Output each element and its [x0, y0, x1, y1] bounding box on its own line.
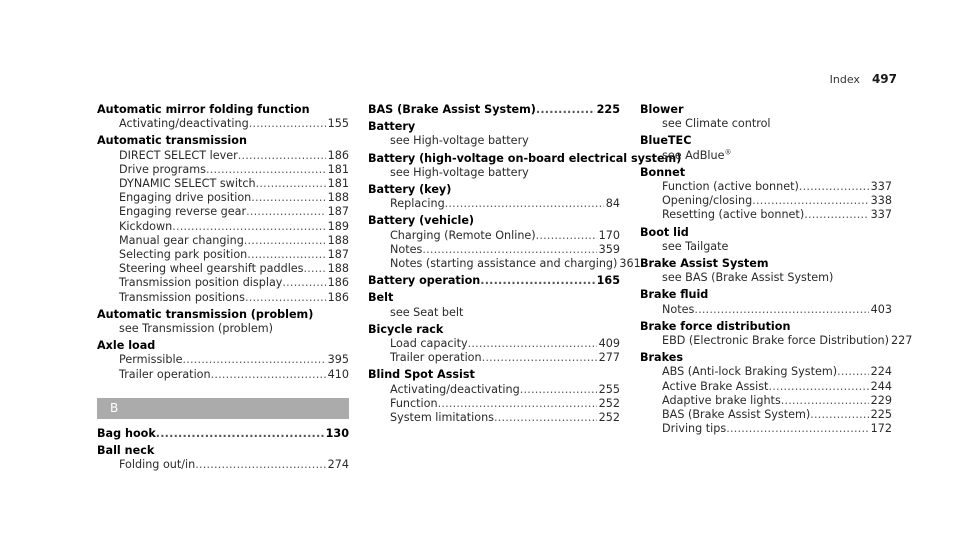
page-ref: 225 — [870, 408, 892, 422]
index-subentry[interactable] — [368, 134, 620, 148]
entry-text: Resetting (active bonnet) — [662, 208, 805, 222]
entry-text: Trailer operation — [119, 367, 211, 381]
entry-text: Transmission positions — [119, 290, 245, 304]
index-subentry[interactable] — [640, 394, 892, 408]
leader-dots — [195, 458, 325, 472]
leader-dots — [249, 117, 326, 131]
leader-dots — [799, 180, 869, 194]
entry-text: Automatic transmission (problem) — [97, 307, 314, 321]
leader-dots — [781, 394, 869, 408]
page-ref: 188 — [327, 191, 349, 205]
index-subentry[interactable] — [368, 306, 620, 320]
entry-text: Charging (Remote Online) — [390, 228, 536, 242]
leader-dots — [468, 337, 597, 351]
index-heading[interactable] — [640, 288, 892, 302]
leader-dots — [282, 276, 325, 290]
index-subentry[interactable] — [640, 303, 892, 317]
leader-dots — [536, 103, 595, 117]
entry-text: see High-voltage battery — [390, 134, 529, 148]
entry-text: Boot lid — [640, 225, 689, 239]
entry-text: see High-voltage battery — [390, 165, 529, 179]
index-heading[interactable] — [97, 308, 349, 322]
index-subentry[interactable] — [368, 229, 620, 243]
entry-text: Battery — [368, 120, 416, 134]
entry-text: see AdBlue® — [662, 147, 732, 162]
entry-text: Active Brake Assist — [662, 379, 769, 393]
entry-text: EBD (Electronic Brake force Distribution) — [662, 334, 889, 348]
page-ref: 274 — [327, 458, 349, 472]
entry-text: BlueTEC — [640, 134, 692, 148]
entry-text: Brake force distribution — [640, 319, 791, 333]
index-heading[interactable] — [368, 120, 620, 134]
index-subentry[interactable] — [368, 243, 620, 257]
entry-text: Function (active bonnet) — [662, 180, 799, 194]
index-entry — [368, 274, 620, 288]
page-ref: 337 — [870, 208, 892, 222]
page-ref: 224 — [870, 365, 892, 379]
index-subentry[interactable] — [368, 351, 620, 365]
entry-text: Manual gear changing — [119, 233, 244, 247]
index-column-1 — [97, 103, 349, 475]
index-subentry[interactable] — [640, 180, 892, 194]
index-subentry[interactable] — [97, 117, 349, 131]
entry-text: Permissible — [119, 353, 183, 367]
index-heading[interactable] — [640, 166, 892, 180]
index-entry — [368, 214, 641, 271]
entry-text: see Seat belt — [390, 305, 464, 319]
index-heading[interactable] — [368, 183, 620, 197]
page-ref: 252 — [598, 396, 620, 410]
index-subentry[interactable] — [640, 408, 892, 422]
entry-text: Brake Assist System — [640, 257, 769, 271]
superscript-mark: ® — [724, 147, 732, 156]
index-subentry[interactable] — [368, 257, 641, 271]
index-subentry[interactable] — [97, 322, 349, 336]
leader-dots — [183, 353, 326, 367]
leader-dots — [247, 248, 325, 262]
index-entry — [97, 427, 349, 441]
entry-text: DIRECT SELECT lever — [119, 148, 238, 162]
page-ref: 186 — [327, 290, 349, 304]
index-heading[interactable] — [368, 291, 620, 305]
entry-text: Engaging reverse gear — [119, 205, 247, 219]
index-entry — [97, 134, 349, 304]
index-subentry[interactable] — [97, 291, 349, 305]
index-entry — [368, 183, 620, 211]
leader-dots — [438, 397, 597, 411]
page-ref: 252 — [598, 411, 620, 425]
index-heading[interactable] — [640, 103, 892, 117]
index-entry — [640, 288, 892, 316]
leader-dots — [804, 208, 868, 222]
entry-text: Function — [390, 396, 438, 410]
leader-dots — [752, 194, 868, 208]
leader-dots — [810, 408, 868, 422]
index-heading[interactable] — [368, 274, 620, 288]
index-heading[interactable] — [97, 134, 349, 148]
leader-dots — [520, 383, 597, 397]
index-subentry[interactable] — [97, 205, 349, 219]
page-ref: 229 — [870, 393, 892, 407]
index-subentry[interactable] — [640, 117, 892, 131]
index-subentry[interactable] — [368, 337, 620, 351]
index-heading[interactable] — [368, 323, 620, 337]
leader-dots — [480, 274, 594, 288]
index-entry — [368, 323, 620, 366]
entry-text: see Climate control — [662, 117, 771, 131]
entry-text: Activating/deactivating — [390, 382, 520, 396]
entry-text: Bonnet — [640, 165, 686, 179]
index-heading[interactable] — [97, 427, 349, 441]
index-heading[interactable] — [97, 103, 349, 117]
entry-text: Load capacity — [390, 337, 468, 351]
entry-text: Driving tips — [662, 422, 727, 436]
page-ref: 188 — [327, 233, 349, 247]
page-ref: 170 — [598, 228, 620, 242]
page-ref: 181 — [327, 177, 349, 191]
leader-dots — [211, 368, 326, 382]
index-entry — [640, 226, 892, 254]
entry-text: Engaging drive position — [119, 191, 252, 205]
index-entry — [640, 134, 892, 162]
leader-dots — [251, 191, 325, 205]
entry-text: Adaptive brake lights — [662, 393, 781, 407]
entry-text: ABS (Anti-lock Braking System) — [662, 365, 838, 379]
leader-dots — [304, 262, 326, 276]
page-number: 497 — [871, 72, 897, 86]
index-subentry[interactable] — [640, 271, 892, 285]
entry-text: Blower — [640, 103, 684, 116]
leader-dots — [837, 365, 869, 379]
leader-dots — [768, 380, 868, 394]
page-ref: 338 — [870, 194, 892, 208]
entry-text: Notes (starting assistance and charging) — [390, 257, 618, 271]
index-heading[interactable] — [368, 103, 620, 117]
entry-text: Replacing — [390, 197, 445, 211]
entry-text: Folding out/in — [119, 458, 196, 472]
index-subentry[interactable] — [97, 368, 349, 382]
page-ref: 189 — [327, 219, 349, 233]
entry-text: Activating/deactivating — [119, 117, 249, 131]
entry-text: Trailer operation — [390, 351, 482, 365]
page-ref: 403 — [870, 302, 892, 316]
entry-text: Drive programs — [119, 162, 206, 176]
leader-dots — [726, 422, 868, 436]
entry-text: Automatic mirror folding function — [97, 103, 310, 116]
leader-dots — [694, 303, 868, 317]
leader-dots — [494, 411, 597, 425]
entry-text: DYNAMIC SELECT switch — [119, 177, 256, 191]
leader-dots — [536, 229, 597, 243]
entry-text: Bicycle rack — [368, 322, 444, 336]
entry-text: BAS (Brake Assist System) — [368, 103, 536, 116]
page-ref: 186 — [327, 148, 349, 162]
index-heading[interactable] — [640, 257, 892, 271]
entry-text: Selecting park position — [119, 248, 248, 262]
index-subentry[interactable] — [640, 365, 892, 379]
page-ref: 410 — [327, 367, 349, 381]
index-subentry[interactable] — [97, 234, 349, 248]
index-entry — [97, 308, 349, 336]
index-subentry[interactable] — [640, 380, 892, 394]
index-subentry[interactable] — [97, 163, 349, 177]
leader-dots — [422, 243, 596, 257]
page-ref: 255 — [598, 382, 620, 396]
page-ref: 187 — [327, 248, 349, 262]
page-ref: 337 — [870, 180, 892, 194]
entry-text: Battery operation — [368, 274, 481, 288]
entry-text: Axle load — [97, 339, 156, 353]
entry-text: Kickdown — [119, 219, 173, 233]
index-entry — [640, 319, 913, 348]
page-ref: 130 — [325, 426, 349, 440]
page-ref: 188 — [327, 262, 349, 276]
index-entry — [640, 166, 892, 223]
leader-dots — [245, 291, 326, 305]
index-heading[interactable] — [368, 368, 620, 382]
page-ref: 155 — [327, 117, 349, 131]
entry-text: Battery (key) — [368, 183, 452, 197]
index-column-3 — [640, 103, 913, 439]
index-subentry[interactable] — [97, 177, 349, 191]
entry-text: see Tailgate — [662, 239, 729, 253]
index-subentry[interactable] — [368, 197, 620, 211]
index-heading[interactable] — [368, 151, 682, 166]
index-entry — [368, 103, 620, 117]
entry-text: Brake fluid — [640, 288, 709, 302]
entry-text: Automatic transmission — [97, 134, 247, 148]
entry-text: Bag hook — [97, 426, 156, 440]
page-ref: 172 — [870, 422, 892, 436]
page-ref: 225 — [596, 103, 620, 116]
index-entry — [368, 291, 620, 319]
index-subentry[interactable] — [640, 149, 892, 163]
page-ref: 187 — [327, 205, 349, 219]
page-ref: 186 — [327, 276, 349, 290]
leader-dots — [244, 234, 326, 248]
index-entry — [640, 257, 892, 285]
header-label: Index — [829, 73, 860, 86]
index-subentry[interactable] — [368, 411, 620, 425]
index-subentry[interactable] — [640, 422, 892, 436]
index-entry — [97, 444, 349, 472]
page-ref: 181 — [327, 162, 349, 176]
entry-text: Battery (high-voltage on-board electrical system) — [368, 151, 682, 165]
entry-text: Brakes — [640, 351, 683, 365]
entry-text: Battery (vehicle) — [368, 214, 475, 228]
entry-text: Notes — [662, 302, 695, 316]
entry-text: Opening/closing — [662, 194, 753, 208]
page-ref: 227 — [891, 334, 913, 348]
index-subentry[interactable] — [640, 208, 892, 222]
index-subentry[interactable] — [97, 262, 349, 276]
leader-dots — [482, 351, 597, 365]
index-subentry[interactable] — [368, 397, 620, 411]
page-ref: 409 — [598, 337, 620, 351]
leader-dots — [156, 427, 324, 441]
index-heading[interactable] — [97, 339, 349, 353]
index-subentry[interactable] — [97, 276, 349, 290]
page-ref: 361 — [619, 257, 641, 271]
page-ref: 359 — [598, 242, 620, 256]
entry-text: Ball neck — [97, 444, 155, 458]
index-subentry[interactable] — [97, 353, 349, 367]
leader-dots — [238, 149, 326, 163]
index-subentry[interactable] — [640, 194, 892, 208]
entry-text: Transmission position display — [119, 276, 283, 290]
entry-text: Blind Spot Assist — [368, 368, 475, 382]
index-heading[interactable] — [368, 214, 620, 228]
leader-dots — [172, 220, 325, 234]
index-entry — [97, 103, 349, 131]
index-subentry[interactable] — [368, 383, 620, 397]
index-entry — [640, 103, 892, 131]
entry-text: Steering wheel gearshift paddles — [119, 262, 304, 276]
index-entry — [97, 339, 349, 382]
page-ref: 277 — [598, 351, 620, 365]
page-ref: 165 — [596, 274, 620, 288]
index-heading[interactable] — [640, 226, 892, 240]
section-letter-bar: B — [97, 398, 349, 419]
index-heading[interactable] — [640, 320, 892, 334]
entry-text: Belt — [368, 291, 394, 305]
page-ref: 244 — [870, 379, 892, 393]
leader-dots — [445, 197, 604, 211]
index-subentry[interactable] — [640, 240, 892, 254]
entry-text: see Transmission (problem) — [119, 322, 273, 336]
index-heading[interactable] — [640, 351, 892, 365]
index-subentry[interactable] — [97, 191, 349, 205]
index-subentry[interactable] — [97, 220, 349, 234]
index-subentry[interactable] — [97, 458, 349, 472]
leader-dots — [246, 205, 326, 219]
entry-text: System limitations — [390, 411, 494, 425]
page-ref: 84 — [605, 197, 620, 211]
index-entry — [368, 368, 620, 425]
index-entry — [368, 120, 620, 148]
index-heading[interactable] — [97, 444, 349, 458]
page-header — [830, 72, 897, 86]
entry-text: BAS (Brake Assist System) — [662, 408, 811, 422]
index-subentry[interactable] — [368, 166, 620, 180]
entry-text: see BAS (Brake Assist System) — [662, 271, 834, 285]
entry-text: Notes — [390, 242, 423, 256]
index-subentry[interactable] — [640, 334, 913, 348]
page-ref: 395 — [327, 353, 349, 367]
index-heading[interactable] — [640, 134, 892, 148]
index-subentry[interactable] — [97, 149, 349, 163]
leader-dots — [256, 177, 326, 191]
index-subentry[interactable] — [97, 248, 349, 262]
index-entry — [640, 351, 892, 436]
leader-dots — [206, 163, 326, 177]
